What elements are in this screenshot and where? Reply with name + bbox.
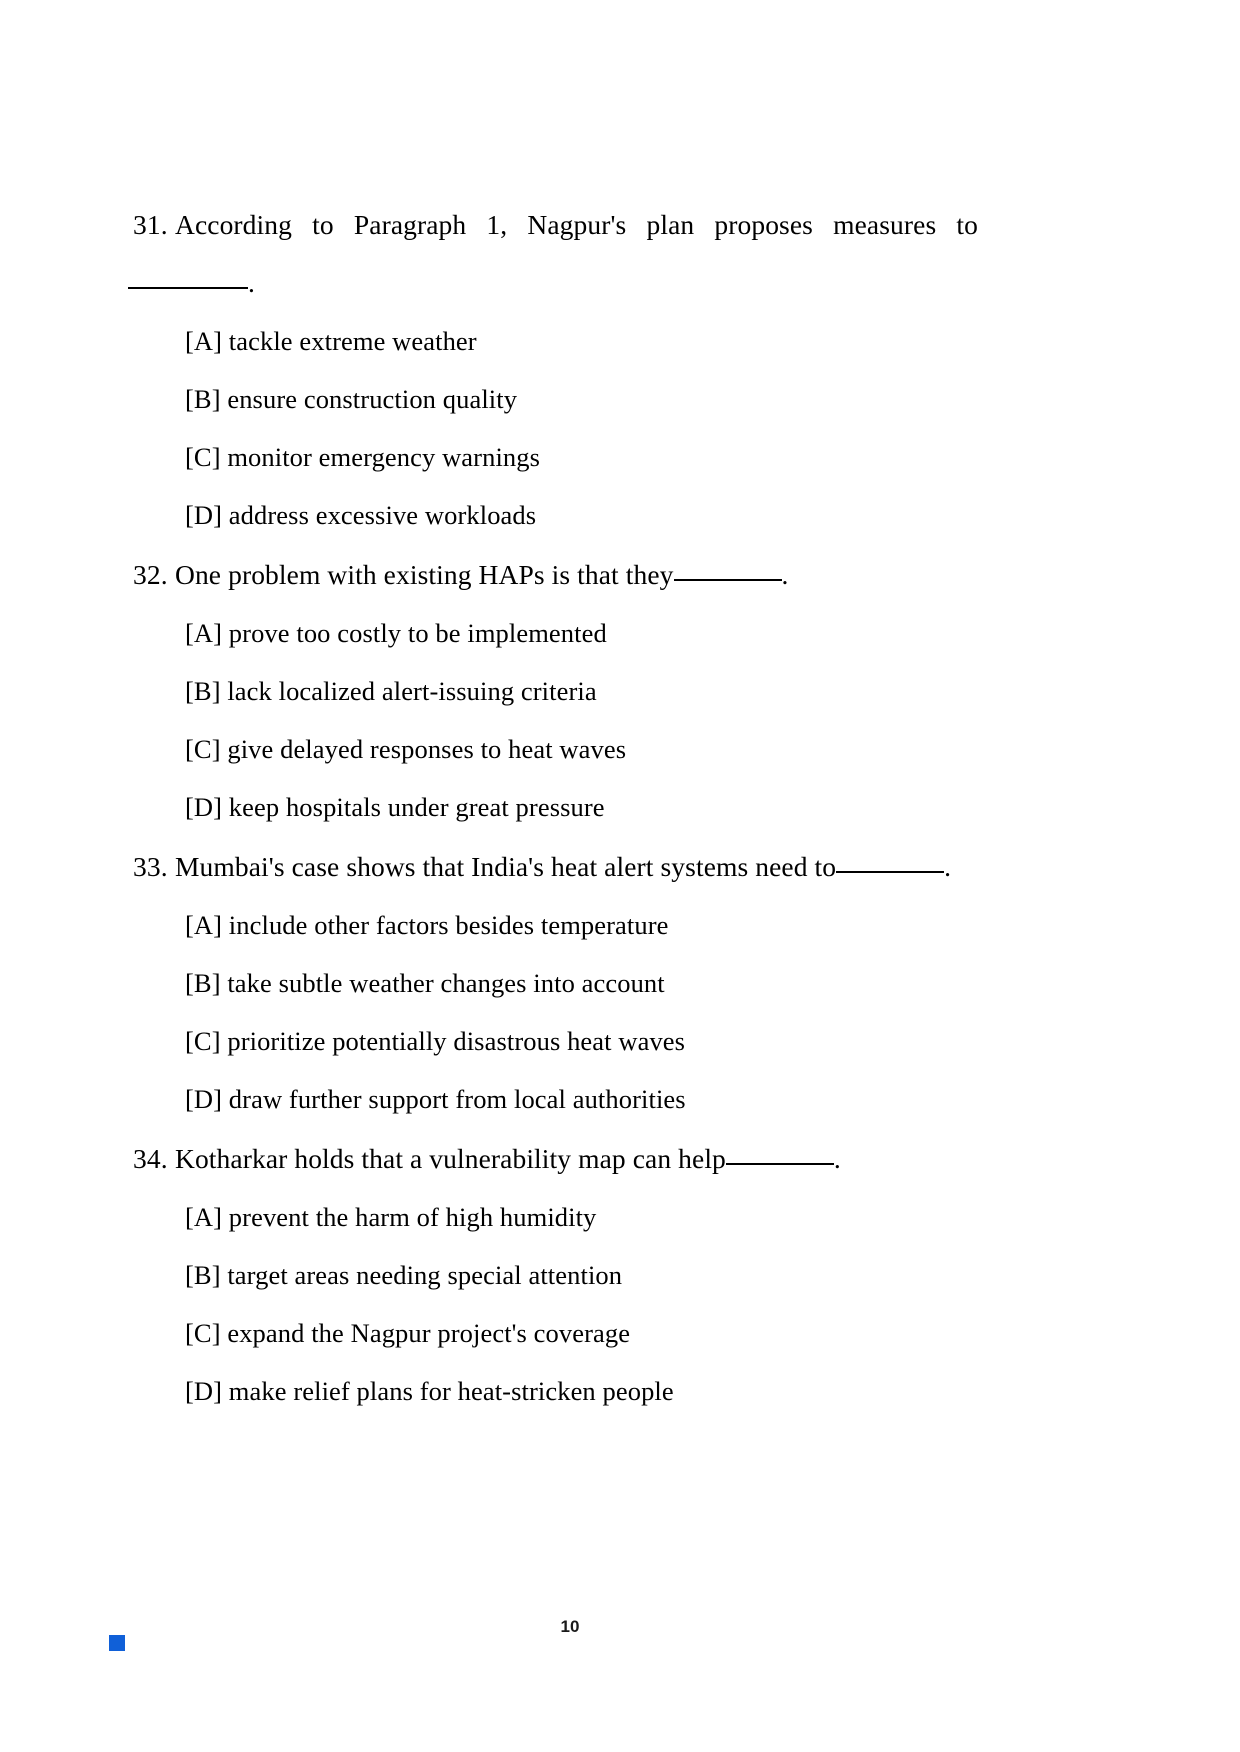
option-32-a[interactable]: [A] prove too costly to be implemented — [185, 618, 607, 648]
option-31-d[interactable]: [D] address excessive workloads — [185, 500, 537, 530]
question-stem-continuation-31 — [128, 254, 978, 312]
option-31-c[interactable]: [C] monitor emergency warnings — [185, 442, 541, 472]
blue-square-marker-icon — [109, 1635, 125, 1651]
option-34-a[interactable]: [A] prevent the harm of high humidity — [185, 1202, 597, 1232]
question-stem-period-32: . — [781, 559, 789, 590]
question-number-34: 34. — [133, 1143, 168, 1174]
question-number-32: 32. — [133, 559, 168, 590]
question-stem-text-34: Kotharkar holds that a vulnerability map can help — [175, 1143, 726, 1174]
question-stem-period-31: . — [248, 267, 255, 298]
answer-blank-34 — [726, 1163, 834, 1165]
questions-container — [133, 196, 978, 1420]
option-33-a[interactable]: [A] include other factors besides temperature — [185, 910, 669, 940]
question-stem-period-33: . — [944, 851, 952, 882]
question-stem-34 — [133, 1130, 978, 1188]
question-block-31 — [133, 196, 978, 544]
option-32-b[interactable]: [B] lack localized alert-issuing criteria — [185, 676, 597, 706]
answer-blank-33 — [836, 871, 944, 873]
answer-blank-31 — [128, 287, 248, 289]
question-stem-text-33: Mumbai's case shows that India's heat alert systems need to — [175, 851, 837, 882]
question-block-34 — [133, 1130, 978, 1420]
question-stem-32 — [133, 546, 978, 604]
question-stem-text-32: One problem with existing HAPs is that they — [175, 559, 674, 590]
question-block-33 — [133, 838, 978, 1128]
option-34-c[interactable]: [C] expand the Nagpur project's coverage — [185, 1318, 631, 1348]
page-number: 10 — [560, 1617, 580, 1636]
option-33-d[interactable]: [D] draw further support from local authorities — [185, 1084, 686, 1114]
option-33-c[interactable]: [C] prioritize potentially disastrous heat waves — [185, 1026, 686, 1056]
option-31-a[interactable]: [A] tackle extreme weather — [185, 326, 477, 356]
question-stem-33 — [133, 838, 978, 896]
option-32-d[interactable]: [D] keep hospitals under great pressure — [185, 792, 605, 822]
question-number-33: 33. — [133, 851, 168, 882]
question-stem-text-31: According to Paragraph 1, Nagpur's plan proposes measures to — [175, 209, 978, 240]
question-stem-period-34: . — [833, 1143, 841, 1174]
option-34-b[interactable]: [B] target areas needing special attention — [185, 1260, 623, 1290]
question-block-32 — [133, 546, 978, 836]
option-33-b[interactable]: [B] take subtle weather changes into account — [185, 968, 665, 998]
question-stem-31 — [133, 196, 978, 254]
option-31-b[interactable]: [B] ensure construction quality — [185, 384, 518, 414]
option-32-c[interactable]: [C] give delayed responses to heat waves — [185, 734, 627, 764]
answer-blank-32 — [674, 579, 782, 581]
question-number-31: 31. — [133, 209, 168, 240]
option-34-d[interactable]: [D] make relief plans for heat-stricken people — [185, 1376, 674, 1406]
